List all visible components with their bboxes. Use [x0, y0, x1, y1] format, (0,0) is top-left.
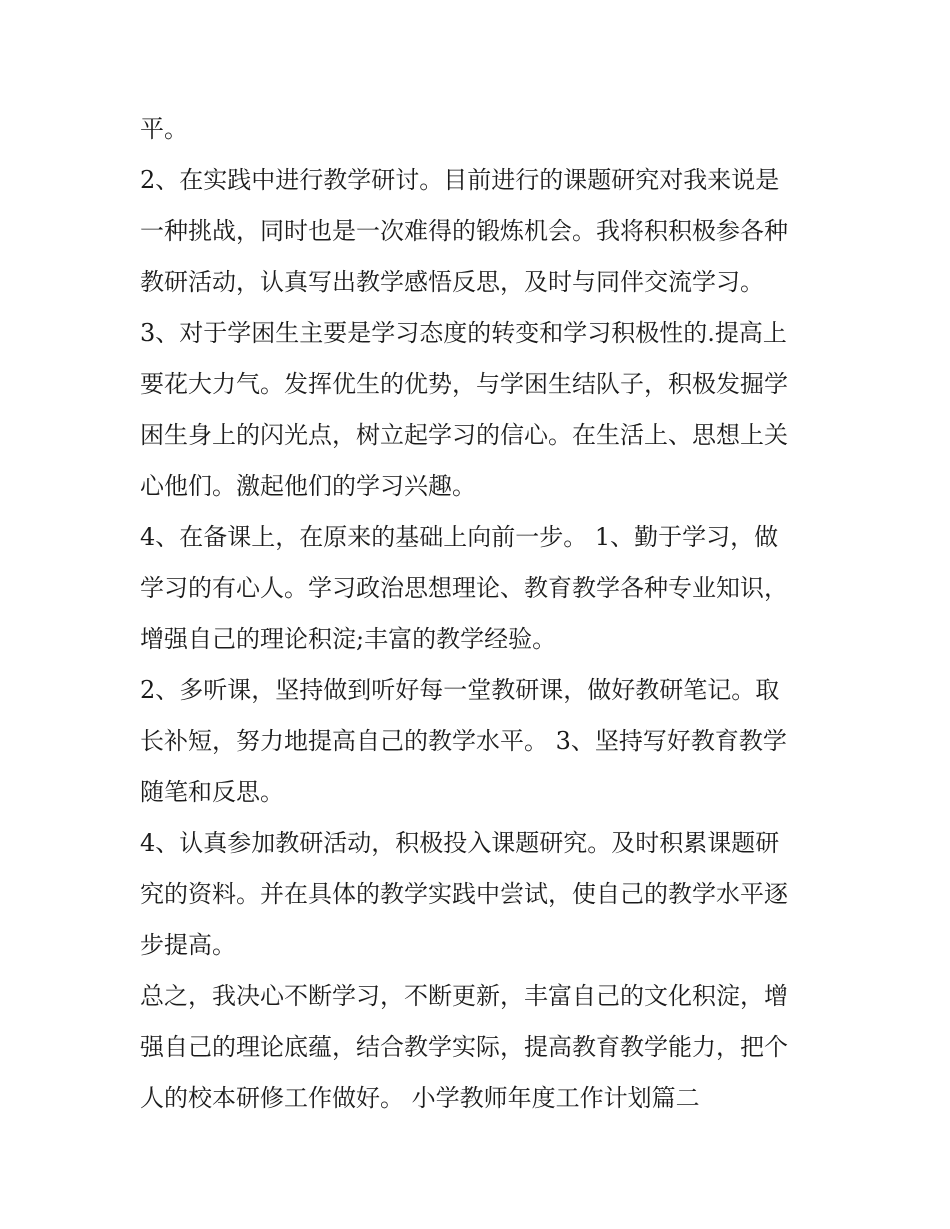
- text-line: 究的资料。并在具体的教学实践中尝试，使自己的教学水平逐: [140, 880, 788, 908]
- paragraph-struggling-students: [140, 308, 820, 512]
- text-line: 3、对于学困生主要是学习态度的转变和学习积极性的.提高上: [140, 319, 787, 347]
- paragraph-attend-lessons: [140, 665, 820, 818]
- text-line: 学习的有心人。学习政治思想理论、教育教学各种专业知识，: [140, 574, 788, 602]
- text-line: 2、多听课，坚持做到听好每一堂教研课，做好教研笔记。取: [140, 676, 780, 704]
- text-line: 强自己的理论底蕴，结合教学实际，提高教育教学能力，把个: [140, 1033, 788, 1061]
- text-line: 长补短，努力地提高自己的教学水平。 3、坚持写好教育教学: [140, 727, 787, 755]
- text-line: 步提高。: [140, 931, 236, 959]
- document-body: [140, 104, 820, 1124]
- text-line: 总之，我决心不断学习，不断更新，丰富自己的文化积淀，增: [140, 982, 788, 1010]
- text-line: 4、认真参加教研活动，积极投入课题研究。及时积累课题研: [140, 829, 780, 857]
- text-line: 2、在实践中进行教学研讨。目前进行的课题研究对我来说是: [140, 166, 780, 194]
- text-line: 心他们。激起他们的学习兴趣。: [140, 472, 476, 500]
- text-line: 4、在备课上，在原来的基础上向前一步。 1、勤于学习，做: [140, 523, 779, 551]
- paragraph-research-activities: [140, 818, 820, 971]
- paragraph-continuation: [140, 104, 820, 155]
- paragraph-teaching-research: [140, 155, 820, 308]
- text-line: 教研活动，认真写出教学感悟反思，及时与同伴交流学习。: [140, 268, 764, 296]
- text-line: 人的校本研修工作做好。 小学教师年度工作计划篇二: [140, 1084, 700, 1112]
- text-line: 增强自己的理论积淀;丰富的教学经验。: [140, 625, 557, 653]
- text-line: 困生身上的闪光点，树立起学习的信心。在生活上、思想上关: [140, 421, 788, 449]
- text-line: 随笔和反思。: [140, 778, 284, 806]
- paragraph-lesson-prep: [140, 512, 820, 665]
- text-line: 平。: [140, 115, 188, 143]
- paragraph-conclusion: [140, 971, 820, 1124]
- text-line: 要花大力气。发挥优生的优势，与学困生结队子，积极发掘学: [140, 370, 788, 398]
- text-line: 一种挑战，同时也是一次难得的锻炼机会。我将积积极参各种: [140, 217, 788, 245]
